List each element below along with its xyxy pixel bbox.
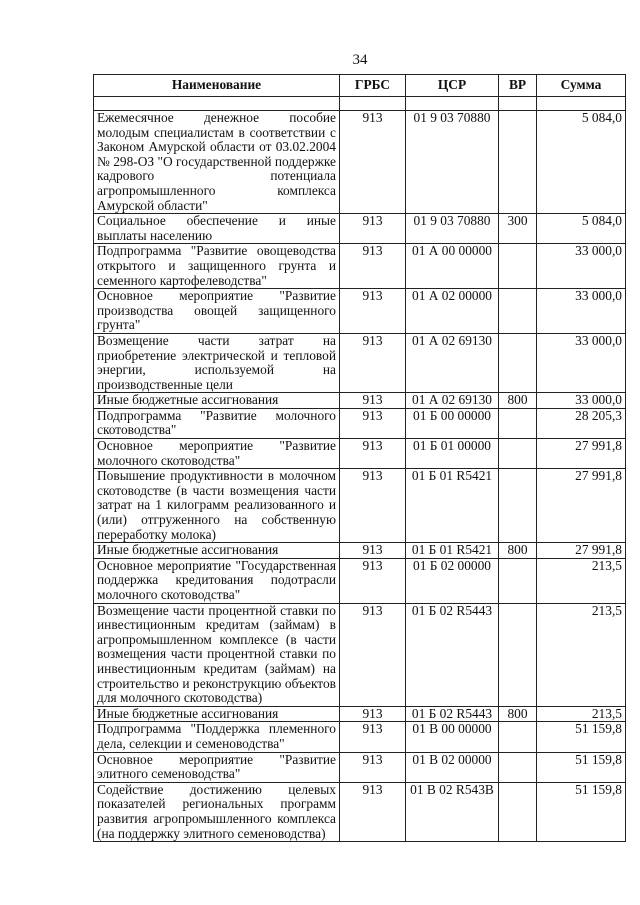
cell-grbs: 913 (340, 469, 406, 543)
table-row (94, 722, 626, 752)
cell-sum: 33 000,0 (537, 393, 626, 409)
table-row (94, 752, 626, 782)
cell-sum: 5 084,0 (537, 111, 626, 214)
cell-sum: 51 159,8 (537, 722, 626, 752)
header-vr: ВР (499, 75, 537, 97)
header-csr: ЦСР (406, 75, 499, 97)
cell-vr (499, 782, 537, 841)
cell-name: Основное мероприятие "Развитие молочного скотоводства" (94, 439, 340, 469)
cell-sum: 33 000,0 (537, 244, 626, 289)
cell-csr: 01 А 02 69130 (406, 393, 499, 409)
cell-vr (499, 439, 537, 469)
cell-sum: 27 991,8 (537, 543, 626, 559)
cell-vr (499, 469, 537, 543)
cell-name: Ежемесячное денежное пособие молодым специалистам в соответствии с Законом Амурской области от 03.02.2004 № 298-ОЗ "О государственной поддержке кадрового потенциала агропромышленного комплекса Амурской области" (94, 111, 340, 214)
table-row (94, 244, 626, 289)
cell-vr (499, 408, 537, 438)
cell-csr: 01 Б 00 00000 (406, 408, 499, 438)
table-row (94, 214, 626, 244)
cell-sum: 28 205,3 (537, 408, 626, 438)
table-row (94, 469, 626, 543)
cell-csr: 01 Б 02 00000 (406, 558, 499, 603)
cell-sum: 213,5 (537, 558, 626, 603)
cell-grbs: 913 (340, 333, 406, 392)
cell-grbs: 913 (340, 244, 406, 289)
cell-grbs: 913 (340, 111, 406, 214)
cell-sum: 5 084,0 (537, 214, 626, 244)
cell-name: Иные бюджетные ассигнования (94, 393, 340, 409)
cell-sum: 213,5 (537, 706, 626, 722)
cell-sum: 27 991,8 (537, 439, 626, 469)
cell-vr (499, 289, 537, 334)
cell-csr: 01 А 00 00000 (406, 244, 499, 289)
cell-sum: 27 991,8 (537, 469, 626, 543)
spacer-cell (499, 97, 537, 111)
cell-grbs: 913 (340, 439, 406, 469)
spacer-cell (537, 97, 626, 111)
cell-csr: 01 Б 01 R5421 (406, 469, 499, 543)
table-row (94, 558, 626, 603)
page-number: 34 (352, 52, 368, 68)
cell-vr: 800 (499, 706, 537, 722)
header-name: Наименование (94, 75, 340, 97)
cell-sum: 51 159,8 (537, 782, 626, 841)
cell-grbs: 913 (340, 393, 406, 409)
cell-sum: 33 000,0 (537, 333, 626, 392)
cell-grbs: 913 (340, 289, 406, 334)
cell-name: Повышение продуктивности в молочном скотоводстве (в части возмещения части затрат на 1 килограмм реализованного и (или) отгруженного на собственную переработку молока) (94, 469, 340, 543)
cell-grbs: 913 (340, 558, 406, 603)
cell-vr (499, 752, 537, 782)
cell-name: Основное мероприятие "Развитие элитного семеноводства" (94, 752, 340, 782)
cell-name: Содействие достижению целевых показателей региональных программ развития агропромышленного комплекса (на поддержку элитного семеноводства) (94, 782, 340, 841)
cell-csr: 01 9 03 70880 (406, 111, 499, 214)
table-row (94, 782, 626, 841)
cell-grbs: 913 (340, 752, 406, 782)
cell-grbs: 913 (340, 214, 406, 244)
table-row (94, 333, 626, 392)
cell-grbs: 913 (340, 603, 406, 706)
cell-vr: 800 (499, 543, 537, 559)
cell-csr: 01 А 02 69130 (406, 333, 499, 392)
cell-grbs: 913 (340, 408, 406, 438)
cell-sum: 33 000,0 (537, 289, 626, 334)
table-row (94, 408, 626, 438)
spacer-cell (340, 97, 406, 111)
cell-name: Подпрограмма "Поддержка племенного дела, селекции и семеноводства" (94, 722, 340, 752)
header-sum: Сумма (537, 75, 626, 97)
cell-grbs: 913 (340, 706, 406, 722)
cell-name: Подпрограмма "Развитие овощеводства открытого и защищенного грунта и семенного картофелеводства" (94, 244, 340, 289)
table-row (94, 706, 626, 722)
spacer-row (94, 97, 626, 111)
cell-vr (499, 603, 537, 706)
table-row (94, 393, 626, 409)
cell-vr (499, 244, 537, 289)
table-row (94, 543, 626, 559)
cell-name: Подпрограмма "Развитие молочного скотоводства" (94, 408, 340, 438)
table-row (94, 111, 626, 214)
cell-sum: 213,5 (537, 603, 626, 706)
table-row (94, 439, 626, 469)
cell-csr: 01 Б 02 R5443 (406, 706, 499, 722)
cell-vr (499, 558, 537, 603)
cell-name: Возмещение части затрат на приобретение электрической и тепловой энергии, используемой на производственные цели (94, 333, 340, 392)
cell-vr: 300 (499, 214, 537, 244)
cell-csr: 01 Б 01 R5421 (406, 543, 499, 559)
cell-name: Иные бюджетные ассигнования (94, 543, 340, 559)
cell-name: Возмещение части процентной ставки по инвестиционным кредитам (займам) в агропромышленном комплексе (в части возмещения части процентной ставки по инвестиционным кредитам (займам) на строительство и реконструкцию объектов для молочного скотоводства) (94, 603, 340, 706)
cell-csr: 01 В 02 R543В (406, 782, 499, 841)
cell-sum: 51 159,8 (537, 752, 626, 782)
cell-csr: 01 В 00 00000 (406, 722, 499, 752)
cell-grbs: 913 (340, 722, 406, 752)
cell-csr: 01 Б 02 R5443 (406, 603, 499, 706)
cell-vr (499, 111, 537, 214)
cell-name: Основное мероприятие "Развитие производства овощей защищенного грунта" (94, 289, 340, 334)
cell-vr (499, 722, 537, 752)
table-row (94, 603, 626, 706)
spacer-cell (406, 97, 499, 111)
cell-vr (499, 333, 537, 392)
cell-name: Основное мероприятие "Государственная поддержка кредитования подотрасли молочного скотоводства" (94, 558, 340, 603)
cell-csr: 01 Б 01 00000 (406, 439, 499, 469)
cell-grbs: 913 (340, 543, 406, 559)
cell-csr: 01 А 02 00000 (406, 289, 499, 334)
table-header-row (94, 75, 626, 97)
cell-csr: 01 9 03 70880 (406, 214, 499, 244)
cell-name: Иные бюджетные ассигнования (94, 706, 340, 722)
cell-grbs: 913 (340, 782, 406, 841)
budget-table (93, 74, 626, 842)
header-grbs: ГРБС (340, 75, 406, 97)
table-row (94, 289, 626, 334)
cell-vr: 800 (499, 393, 537, 409)
cell-name: Социальное обеспечение и иные выплаты населению (94, 214, 340, 244)
cell-csr: 01 В 02 00000 (406, 752, 499, 782)
spacer-cell (94, 97, 340, 111)
